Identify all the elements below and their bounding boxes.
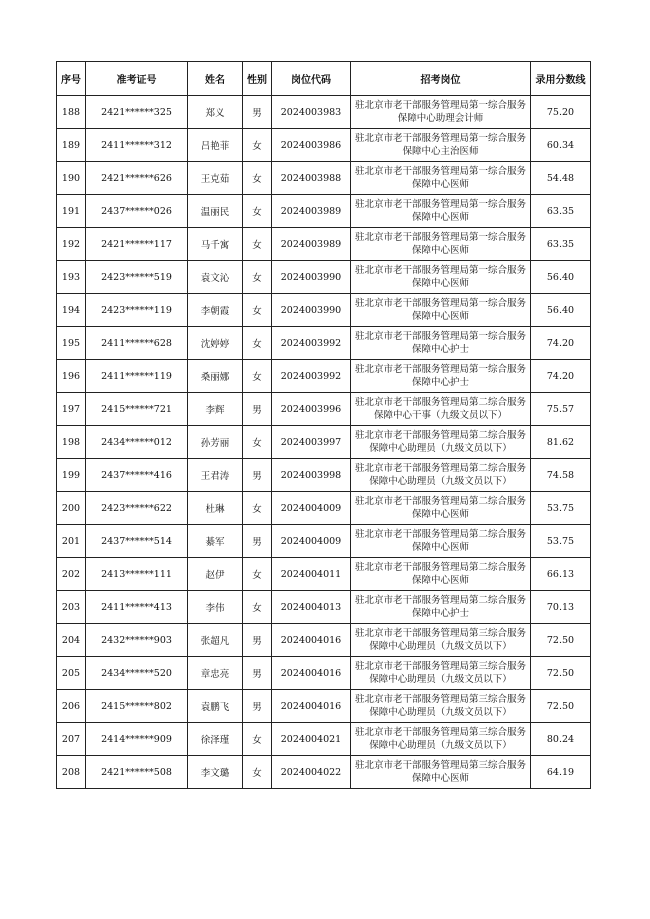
table-row xyxy=(57,393,591,426)
cell-post: 驻北京市老干部服务管理局第一综合服务保障中心医师 xyxy=(351,162,531,195)
header-name: 姓名 xyxy=(188,62,243,96)
table-row xyxy=(57,261,591,294)
cell-no: 205 xyxy=(57,657,86,690)
table-row xyxy=(57,294,591,327)
cell-exam-id: 2423******119 xyxy=(86,294,188,327)
cell-score: 64.19 xyxy=(531,756,591,789)
cell-score: 72.50 xyxy=(531,690,591,723)
cell-exam-id: 2434******012 xyxy=(86,426,188,459)
cell-name: 李朝霞 xyxy=(188,294,243,327)
cell-post-code: 2024003989 xyxy=(272,195,351,228)
cell-exam-id: 2421******117 xyxy=(86,228,188,261)
cell-exam-id: 2411******413 xyxy=(86,591,188,624)
table-row xyxy=(57,525,591,558)
cell-name: 李伟 xyxy=(188,591,243,624)
table-row xyxy=(57,459,591,492)
cell-name: 郑义 xyxy=(188,96,243,129)
cell-sex: 女 xyxy=(243,558,272,591)
header-exam-id: 准考证号 xyxy=(86,62,188,96)
cell-exam-id: 2411******119 xyxy=(86,360,188,393)
cell-sex: 男 xyxy=(243,690,272,723)
cell-sex: 女 xyxy=(243,591,272,624)
cell-exam-id: 2423******519 xyxy=(86,261,188,294)
cell-exam-id: 2415******802 xyxy=(86,690,188,723)
cell-sex: 女 xyxy=(243,294,272,327)
cell-no: 201 xyxy=(57,525,86,558)
cell-post: 驻北京市老干部服务管理局第二综合服务保障中心医师 xyxy=(351,525,531,558)
cell-exam-id: 2414******909 xyxy=(86,723,188,756)
cell-post: 驻北京市老干部服务管理局第一综合服务保障中心医师 xyxy=(351,294,531,327)
table-row xyxy=(57,195,591,228)
cell-post: 驻北京市老干部服务管理局第一综合服务保障中心医师 xyxy=(351,261,531,294)
cell-sex: 男 xyxy=(243,459,272,492)
cell-score: 75.20 xyxy=(531,96,591,129)
cell-name: 孙芳丽 xyxy=(188,426,243,459)
cell-name: 张超凡 xyxy=(188,624,243,657)
table-row xyxy=(57,624,591,657)
table-row xyxy=(57,96,591,129)
cell-post-code: 2024004011 xyxy=(272,558,351,591)
header-post-code: 岗位代码 xyxy=(272,62,351,96)
cell-sex: 女 xyxy=(243,756,272,789)
cell-post: 驻北京市老干部服务管理局第二综合服务保障中心护士 xyxy=(351,591,531,624)
table-row xyxy=(57,690,591,723)
cell-name: 马千寓 xyxy=(188,228,243,261)
cell-name: 温丽民 xyxy=(188,195,243,228)
cell-post: 驻北京市老干部服务管理局第一综合服务保障中心医师 xyxy=(351,228,531,261)
cell-exam-id: 2411******312 xyxy=(86,129,188,162)
table-row xyxy=(57,360,591,393)
cell-post-code: 2024003989 xyxy=(272,228,351,261)
cell-exam-id: 2421******508 xyxy=(86,756,188,789)
cell-post-code: 2024003988 xyxy=(272,162,351,195)
cell-exam-id: 2423******622 xyxy=(86,492,188,525)
cell-name: 徐泽瑾 xyxy=(188,723,243,756)
cell-post-code: 2024004009 xyxy=(272,525,351,558)
cell-post-code: 2024004016 xyxy=(272,624,351,657)
cell-name: 李辉 xyxy=(188,393,243,426)
cell-no: 203 xyxy=(57,591,86,624)
cell-name: 沈婷婷 xyxy=(188,327,243,360)
cell-post-code: 2024003996 xyxy=(272,393,351,426)
cell-post-code: 2024004021 xyxy=(272,723,351,756)
cell-no: 208 xyxy=(57,756,86,789)
cell-exam-id: 2437******416 xyxy=(86,459,188,492)
cell-exam-id: 2437******514 xyxy=(86,525,188,558)
cell-post-code: 2024003990 xyxy=(272,294,351,327)
cell-name: 王君涛 xyxy=(188,459,243,492)
cell-name: 桑丽娜 xyxy=(188,360,243,393)
cell-no: 198 xyxy=(57,426,86,459)
cell-post-code: 2024004016 xyxy=(272,657,351,690)
cell-no: 204 xyxy=(57,624,86,657)
cell-score: 72.50 xyxy=(531,657,591,690)
table-row xyxy=(57,591,591,624)
cell-post: 驻北京市老干部服务管理局第二综合服务保障中心助理员（九级文员以下） xyxy=(351,426,531,459)
cell-sex: 男 xyxy=(243,624,272,657)
cell-sex: 男 xyxy=(243,96,272,129)
cell-no: 197 xyxy=(57,393,86,426)
cell-post-code: 2024003990 xyxy=(272,261,351,294)
table-row xyxy=(57,492,591,525)
cell-name: 綦军 xyxy=(188,525,243,558)
cell-post: 驻北京市老干部服务管理局第二综合服务保障中心助理员（九级文员以下） xyxy=(351,459,531,492)
cell-name: 王克茹 xyxy=(188,162,243,195)
table-row xyxy=(57,327,591,360)
cell-exam-id: 2434******520 xyxy=(86,657,188,690)
cell-no: 199 xyxy=(57,459,86,492)
cell-sex: 女 xyxy=(243,129,272,162)
table-row xyxy=(57,162,591,195)
cell-score: 72.50 xyxy=(531,624,591,657)
table-row xyxy=(57,426,591,459)
cell-no: 193 xyxy=(57,261,86,294)
table-row xyxy=(57,756,591,789)
header-score: 录用分数线 xyxy=(531,62,591,96)
table-row xyxy=(57,723,591,756)
cell-post: 驻北京市老干部服务管理局第一综合服务保障中心助理会计师 xyxy=(351,96,531,129)
cell-score: 53.75 xyxy=(531,525,591,558)
cell-no: 194 xyxy=(57,294,86,327)
cell-exam-id: 2432******903 xyxy=(86,624,188,657)
cell-score: 63.35 xyxy=(531,228,591,261)
cell-post-code: 2024004009 xyxy=(272,492,351,525)
cell-no: 188 xyxy=(57,96,86,129)
cell-no: 200 xyxy=(57,492,86,525)
cell-post-code: 2024004013 xyxy=(272,591,351,624)
cell-score: 74.20 xyxy=(531,327,591,360)
cell-exam-id: 2421******626 xyxy=(86,162,188,195)
table-row xyxy=(57,228,591,261)
cell-score: 74.58 xyxy=(531,459,591,492)
cell-exam-id: 2437******026 xyxy=(86,195,188,228)
cell-post-code: 2024003992 xyxy=(272,327,351,360)
cell-score: 53.75 xyxy=(531,492,591,525)
cell-score: 74.20 xyxy=(531,360,591,393)
cell-no: 191 xyxy=(57,195,86,228)
cell-name: 吕艳菲 xyxy=(188,129,243,162)
cell-name: 袁鹏飞 xyxy=(188,690,243,723)
cell-no: 190 xyxy=(57,162,86,195)
cell-sex: 女 xyxy=(243,327,272,360)
cell-sex: 女 xyxy=(243,723,272,756)
cell-post: 驻北京市老干部服务管理局第一综合服务保障中心主治医师 xyxy=(351,129,531,162)
cell-post: 驻北京市老干部服务管理局第三综合服务保障中心助理员（九级文员以下） xyxy=(351,624,531,657)
cell-sex: 女 xyxy=(243,228,272,261)
cell-post: 驻北京市老干部服务管理局第一综合服务保障中心医师 xyxy=(351,195,531,228)
cell-exam-id: 2411******628 xyxy=(86,327,188,360)
cell-score: 80.24 xyxy=(531,723,591,756)
cell-no: 196 xyxy=(57,360,86,393)
cell-no: 192 xyxy=(57,228,86,261)
results-table xyxy=(56,61,591,789)
cell-sex: 女 xyxy=(243,195,272,228)
cell-no: 207 xyxy=(57,723,86,756)
cell-post-code: 2024003998 xyxy=(272,459,351,492)
cell-no: 189 xyxy=(57,129,86,162)
cell-post: 驻北京市老干部服务管理局第三综合服务保障中心助理员（九级文员以下） xyxy=(351,657,531,690)
header-no: 序号 xyxy=(57,62,86,96)
cell-post: 驻北京市老干部服务管理局第二综合服务保障中心医师 xyxy=(351,558,531,591)
header-row xyxy=(57,62,591,96)
cell-score: 56.40 xyxy=(531,261,591,294)
cell-post: 驻北京市老干部服务管理局第二综合服务保障中心医师 xyxy=(351,492,531,525)
cell-name: 袁文沁 xyxy=(188,261,243,294)
cell-no: 195 xyxy=(57,327,86,360)
cell-post: 驻北京市老干部服务管理局第三综合服务保障中心医师 xyxy=(351,756,531,789)
cell-post: 驻北京市老干部服务管理局第三综合服务保障中心助理员（九级文员以下） xyxy=(351,690,531,723)
cell-name: 李文璐 xyxy=(188,756,243,789)
cell-exam-id: 2415******721 xyxy=(86,393,188,426)
cell-sex: 女 xyxy=(243,261,272,294)
cell-exam-id: 2413******111 xyxy=(86,558,188,591)
cell-score: 54.48 xyxy=(531,162,591,195)
cell-score: 70.13 xyxy=(531,591,591,624)
cell-exam-id: 2421******325 xyxy=(86,96,188,129)
cell-post-code: 2024003992 xyxy=(272,360,351,393)
cell-sex: 男 xyxy=(243,393,272,426)
header-post: 招考岗位 xyxy=(351,62,531,96)
table-row xyxy=(57,129,591,162)
cell-sex: 女 xyxy=(243,426,272,459)
cell-score: 81.62 xyxy=(531,426,591,459)
cell-name: 杜琳 xyxy=(188,492,243,525)
cell-no: 202 xyxy=(57,558,86,591)
cell-post-code: 2024004016 xyxy=(272,690,351,723)
cell-name: 赵伊 xyxy=(188,558,243,591)
cell-post: 驻北京市老干部服务管理局第二综合服务保障中心干事（九级文员以下） xyxy=(351,393,531,426)
header-sex: 性别 xyxy=(243,62,272,96)
cell-sex: 女 xyxy=(243,360,272,393)
cell-sex: 女 xyxy=(243,492,272,525)
cell-post: 驻北京市老干部服务管理局第一综合服务保障中心护士 xyxy=(351,327,531,360)
table-row xyxy=(57,558,591,591)
cell-name: 章忠亮 xyxy=(188,657,243,690)
cell-post-code: 2024004022 xyxy=(272,756,351,789)
cell-post-code: 2024003986 xyxy=(272,129,351,162)
cell-sex: 男 xyxy=(243,525,272,558)
cell-score: 63.35 xyxy=(531,195,591,228)
cell-score: 56.40 xyxy=(531,294,591,327)
cell-no: 206 xyxy=(57,690,86,723)
cell-score: 60.34 xyxy=(531,129,591,162)
cell-post-code: 2024003983 xyxy=(272,96,351,129)
cell-score: 75.57 xyxy=(531,393,591,426)
cell-post: 驻北京市老干部服务管理局第一综合服务保障中心护士 xyxy=(351,360,531,393)
cell-sex: 女 xyxy=(243,162,272,195)
cell-sex: 男 xyxy=(243,657,272,690)
table-row xyxy=(57,657,591,690)
cell-post: 驻北京市老干部服务管理局第三综合服务保障中心助理员（九级文员以下） xyxy=(351,723,531,756)
cell-post-code: 2024003997 xyxy=(272,426,351,459)
cell-score: 66.13 xyxy=(531,558,591,591)
